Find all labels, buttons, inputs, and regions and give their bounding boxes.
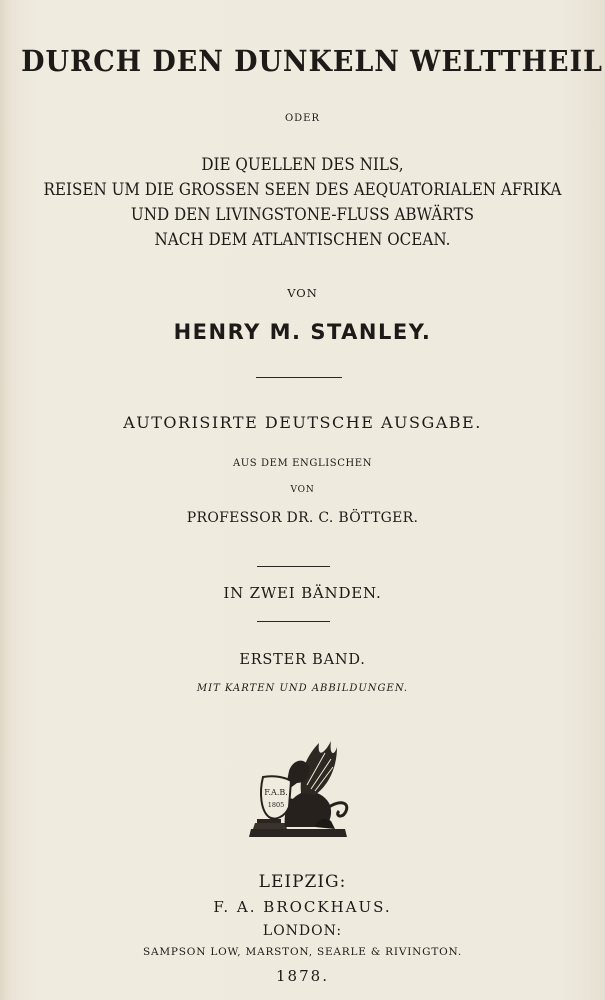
author-name: HENRY M. STANLEY. [173, 320, 432, 344]
imprint-city-leipzig: LEIPZIG: [258, 872, 347, 892]
von-translator-label: VON [290, 485, 315, 495]
imprint-publisher-london: SAMPSON LOW, MARSTON, SEARLE & RIVINGTON. [143, 946, 462, 958]
divider-rule [256, 377, 342, 378]
volume-count: IN ZWEI BÄNDEN. [223, 584, 382, 602]
von-label: VON [287, 286, 318, 300]
mark-year: 1805 [267, 801, 285, 809]
griffin-publisher-mark-icon [245, 733, 355, 845]
subtitle-line: REISEN UM DIE GROSSEN SEEN DES AEQUATORIALEN AFRIKA [43, 180, 562, 199]
imprint-year: 1878. [276, 967, 329, 985]
mark-monogram: F.A.B. [264, 788, 288, 797]
subtitle-line: NACH DEM ATLANTISCHEN OCEAN. [154, 230, 451, 249]
imprint-publisher-brockhaus: F. A. BROCKHAUS. [213, 898, 392, 916]
oder-conjunction: ODER [284, 113, 321, 124]
illustrations-note: MIT KARTEN UND ABBILDUNGEN. [196, 683, 409, 694]
divider-rule [257, 566, 330, 567]
translated-from: AUS DEM ENGLISCHEN [232, 458, 373, 469]
subtitle-line: UND DEN LIVINGSTONE-FLUSS ABWÄRTS [130, 205, 475, 224]
divider-rule [257, 621, 330, 622]
volume-number: ERSTER BAND. [239, 652, 366, 668]
imprint-city-london: LONDON: [262, 923, 343, 939]
translator-name: PROFESSOR DR. C. BÖTTGER. [186, 510, 419, 526]
book-title: DURCH DEN DUNKELN WELTTHEIL [21, 44, 603, 78]
subtitle-line: DIE QUELLEN DES NILS, [201, 155, 404, 174]
edition-statement: AUTORISIRTE DEUTSCHE AUSGABE. [123, 413, 482, 432]
